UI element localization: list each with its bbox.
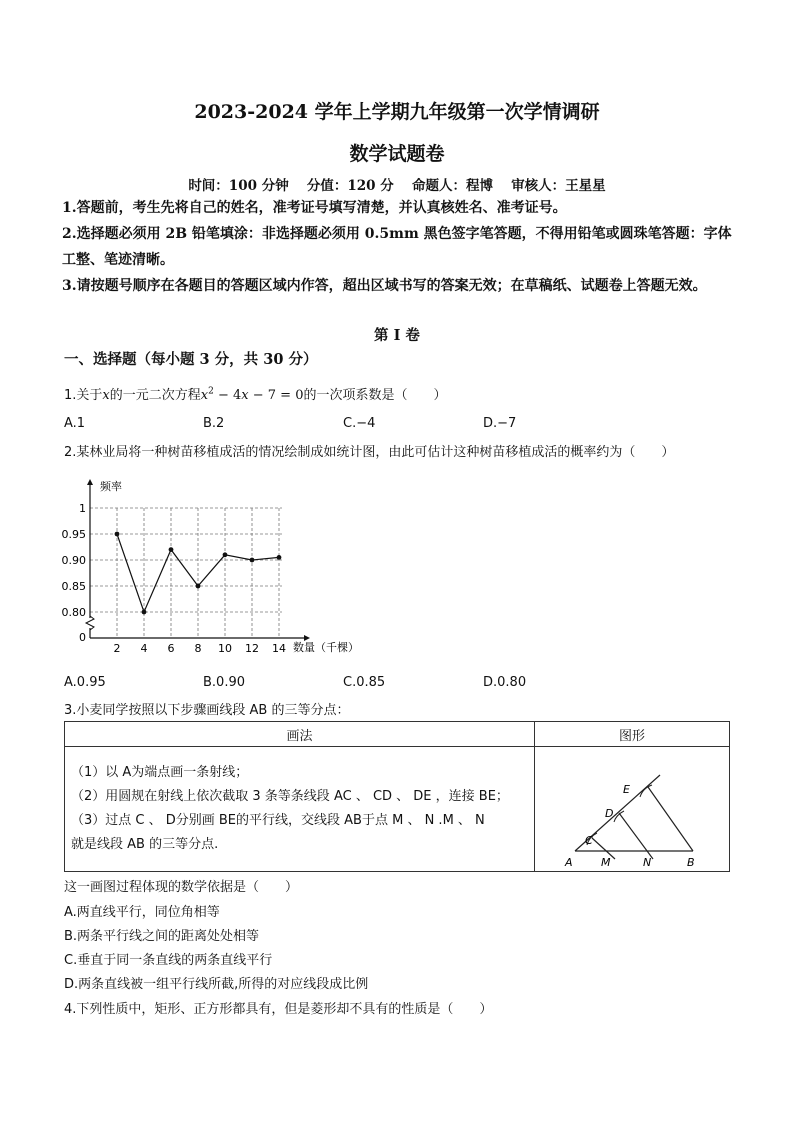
figure-cell (535, 747, 730, 872)
x-tick-label: 6 (167, 642, 175, 655)
exam-subtitle: 数学试题卷 (349, 143, 445, 165)
data-point (223, 552, 228, 557)
data-point (277, 555, 282, 560)
data-point (142, 610, 147, 615)
table-header-figure: 图形 (535, 722, 730, 747)
exam-meta: 时间：100 分钟 分值：120 分 命题人：程博 审核人：王星星 (188, 178, 606, 194)
step-2: （2）用圆规在射线上依次截取 3 条等条线段 AC 、 CD 、 DE ，连接 BE； (71, 789, 509, 804)
q1-eq-a: x (200, 388, 209, 403)
q1-eq-c: x (241, 388, 249, 403)
data-point (169, 547, 174, 552)
x-tick-label: 14 (272, 642, 286, 655)
q2-option-d: D.0.80 (483, 675, 527, 690)
survival-rate-chart (60, 475, 360, 660)
q2-option-a: A.0.95 (64, 675, 106, 690)
instruction-3: 3.请按题号顺序在各题目的答题区域内作答，超出区域书写的答案无效；在草稿纸、试题卷上答题无效。 (62, 278, 707, 294)
q1-option-c: C.−4 (343, 416, 376, 431)
x-tick-label: 8 (194, 642, 202, 655)
chart-xlabel: 数量（千棵） (293, 641, 359, 654)
q1-eq-exp: 2 (208, 386, 214, 397)
x-tick-label: 2 (113, 642, 121, 655)
label-c: C (585, 834, 593, 847)
y-tick-label: 1 (79, 502, 86, 515)
label-d: D (605, 807, 614, 820)
q1-option-a: A.1 (64, 416, 86, 431)
chart-grid (90, 508, 282, 638)
chart-ylabel: 频率 (100, 480, 122, 493)
instruction-1: 1.答题前，考生先将自己的姓名，准考证号填写清楚，并认真核姓名、准考证号。 (62, 200, 567, 216)
table-header-method: 画法 (65, 722, 535, 747)
steps-table (64, 721, 730, 872)
exam-title: 2023-2024 学年上学期九年级第一次学情调研 (194, 101, 600, 123)
q1-option-b: B.2 (203, 416, 225, 431)
data-point (115, 532, 120, 537)
question-4: 4.下列性质中，矩形、正方形都具有，但是菱形却不具有的性质是（ ） (64, 1002, 493, 1017)
q1-var: x (102, 388, 110, 403)
label-m: M (601, 856, 611, 869)
step-3: （3）过点 C 、 D分别画 BE的平行线，交线段 AB于点 M 、 N .M 、 N (71, 813, 485, 828)
data-point (250, 558, 255, 563)
q1-eq-d: − 7 = 0 (248, 388, 304, 403)
y-tick-label: 0.80 (61, 606, 86, 619)
step-1: （1）以 A为端点画一条射线； (71, 765, 249, 780)
trisection-figure (535, 747, 729, 871)
label-b: B (687, 856, 695, 869)
label-e: E (623, 783, 630, 796)
q3-option-d: D.两条直线被一组平行线所截,所得的对应线段成比例 (64, 977, 369, 992)
section-heading: 一、选择题（每小题 3 分，共 30 分） (64, 351, 318, 368)
q3-option-b: B.两条平行线之间的距离处处相等 (64, 929, 260, 944)
q1-option-d: D.−7 (483, 416, 517, 431)
x-tick-label: 12 (245, 642, 259, 655)
x-tick-label: 4 (140, 642, 148, 655)
q3-option-c: C.垂直于同一条直线的两条直线平行 (64, 953, 273, 968)
question-1 (64, 384, 447, 403)
question-2: 2.某林业局将一种树苗移植成活的情况绘制成如统计图，由此可估计这种树苗移植成活的概率约为（ ） (64, 445, 675, 460)
q3-followup: 这一画图过程体现的数学依据是（ ） (64, 880, 299, 895)
q3-option-a: A.两直线平行，同位角相等 (64, 905, 220, 920)
part-label: 第 I 卷 (374, 327, 420, 344)
y-axis-arrow (87, 479, 93, 485)
question-3: 3.小麦同学按照以下步骤画线段 AB 的三等分点： (64, 703, 350, 718)
y-tick-label: 0.90 (61, 554, 86, 567)
q1-suffix: 的一次项系数是（ ） (303, 388, 447, 403)
instruction-2: 2.选择题必须用 2B 铅笔填涂：非选择题必须用 0.5mm 黑色签字笔答题，不得用铅笔或圆珠笔答题：字体工整、笔迹清晰。 (62, 226, 732, 268)
q2-option-b: B.0.90 (203, 675, 245, 690)
y-tick-label: 0 (79, 631, 86, 644)
q1-eq-b: − 4 (213, 388, 242, 403)
x-tick-label: 10 (218, 642, 232, 655)
q1-mid: 的一元二次方程 (109, 388, 201, 403)
step-4: 就是线段 AB 的三等分点. (71, 837, 219, 852)
data-point (196, 584, 201, 589)
q2-option-c: C.0.85 (343, 675, 386, 690)
q1-prefix: 1.关于 (64, 388, 103, 403)
y-tick-label: 0.95 (61, 528, 86, 541)
label-n: N (643, 856, 652, 869)
steps-cell (65, 747, 535, 872)
y-tick-label: 0.85 (61, 580, 86, 593)
label-a: A (565, 856, 573, 869)
